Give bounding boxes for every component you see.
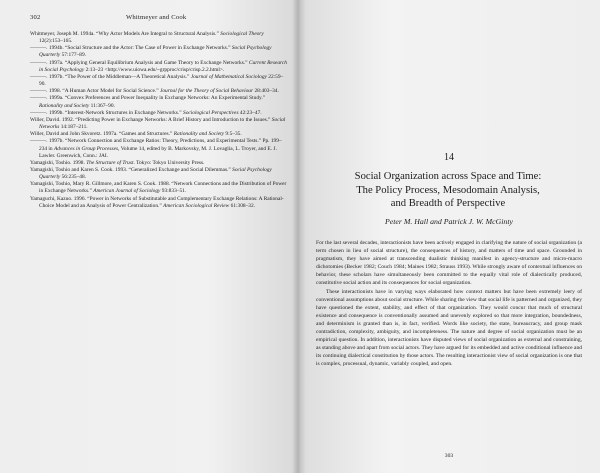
reference-entry xyxy=(30,95,288,109)
reference-text: ———. 1999b. “Interest-Network Structures in Exchange Networks.” xyxy=(30,109,183,116)
running-head-authors: Whitmeyer and Cook xyxy=(126,14,187,21)
reference-text: Yamagishi, Toshio. 1998. xyxy=(30,159,87,166)
reference-list xyxy=(30,31,288,210)
reference-source: Sociological Perspectives xyxy=(183,109,239,116)
reference-entry xyxy=(30,60,288,74)
reference-source: The Structure of Trust xyxy=(86,159,134,166)
reference-entry xyxy=(30,74,288,88)
reference-details: 14:187–211. xyxy=(59,124,88,131)
reference-text: ———. 1994b. “Social Structure and the Actor: The Case of Power in Exchange Networks.” xyxy=(30,45,232,52)
reference-details: . Tokyo: Tokyo University Press. xyxy=(133,159,205,166)
reference-text: Willer, David and John Skvoretz. 1997a. “Games and Structures.” xyxy=(30,131,174,138)
reference-text: ———. 1997a. “Applying General Equilibrium Analysis and Game Theory to Exchange Networks.” xyxy=(30,59,249,66)
reference-text: ———. 1999a. “Convex Preferences and Power Inequality in Exchange Networks: An Experimental Study.” xyxy=(30,95,266,102)
reference-details: , Volume 14, edited by B. Markovsky, M. J. Lovaglia, L. Troyer, and E. J. Lawler. Greenwich, Conn.: JAI. xyxy=(39,145,277,159)
body-paragraph: For the last several decades, interactionists have been actively engaged in clarifying the nature of social organization (a term chosen in lieu of social structure), the consequences of history, and matters of time and space. Grounded in pragmatism, they have aimed at transcending dualistic thinking manifest in agency-structure and micro-macro dichotomies (Becker 1982; Couch 1984; Maines 1982; Strauss 1993). While strongly aware of contextual influences on behavior, these scholars have simultaneously been committed to the equally vital role of dialectically produced, constitutive social action and its consequences for social organization. xyxy=(316,240,582,286)
right-page xyxy=(298,0,600,473)
reference-source: American Sociological Review xyxy=(163,202,230,209)
reference-source: Social Psychology Quarterly xyxy=(39,166,272,181)
reference-entry xyxy=(30,181,288,195)
reference-details: 2:13–23 <http://www.uiowa.edu/~grpproc/crisp/crisp.2.2.html>. xyxy=(84,66,225,73)
reference-details: 42:23–47. xyxy=(238,109,262,116)
chapter-number: 14 xyxy=(444,152,454,163)
reference-details: 28:403–34. xyxy=(253,88,279,95)
reference-text: Willer, David. 1992. “Predicting Power in Exchange Networks: A Brief History and Introduction to the Issues.” xyxy=(30,116,272,123)
reference-details: 22:59–90. xyxy=(39,73,284,88)
reference-source: Rationality and Society xyxy=(39,102,90,109)
reference-source: Social Psychology Quarterly xyxy=(39,45,272,59)
reference-source: Social Networks xyxy=(39,116,286,131)
chapter-title-line: and Breadth of Perspective xyxy=(390,198,506,210)
reference-details: 9:5–35. xyxy=(224,131,242,138)
reference-entry xyxy=(30,167,288,181)
reference-details: 61:308–32. xyxy=(229,202,256,209)
reference-entry xyxy=(30,196,288,210)
left-page xyxy=(0,0,298,473)
reference-source: Journal for the Theory of Social Behaviour xyxy=(159,88,254,95)
reference-text: Whitmeyer, Joseph M. 1994a. “Why Actor Models Are Integral to Structural Analysis.” xyxy=(30,31,221,37)
chapter-title xyxy=(312,170,584,211)
folio-page-number: 303 xyxy=(444,453,454,459)
body-text xyxy=(316,240,582,369)
reference-details: 56:235–48. xyxy=(60,174,87,181)
reference-source: American Journal of Sociology xyxy=(93,188,161,195)
reference-source: Journal of Mathematical Sociology xyxy=(190,73,267,80)
reference-details: 93:833–51. xyxy=(160,188,187,195)
reference-text: Yamaguchi, Kazuo. 1996. “Power in Networks of Substitutable and Complementary Exchange Relations: A Rational-Choice Model and an Analysis of Power Centralization.” xyxy=(30,195,284,209)
reference-source: Advances in Group Processes xyxy=(53,145,119,152)
reference-entry xyxy=(30,117,288,131)
reference-text: Yamagishi, Toshio and Karen S. Cook. 1993. “Generalized Exchange and Social Dilemmas.” xyxy=(30,166,233,173)
chapter-title-line: The Policy Process, Mesodomain Analysis, xyxy=(356,184,540,196)
reference-entry xyxy=(30,45,288,59)
page-number: 302 xyxy=(30,14,41,21)
reference-entry xyxy=(30,110,288,117)
reference-text: ———. 1997b. “Network Connection and Exchange Ratios: Theory, Predictions, and Experimental Tests.” Pp. 199–234 in xyxy=(30,138,282,152)
reference-text: Yamagishi, Toshio, Mary R. Gillmore, and Karen S. Cook. 1988. “Network Connections and the Distribution of Power in Exchange Networks.” xyxy=(30,181,287,195)
reference-text: ———. 1998. “A Human Actor Model for Social Science.” xyxy=(30,88,160,95)
reference-entry xyxy=(30,160,288,167)
body-paragraph: These interactionists have in varying ways elaborated how context matters but have been extremely leery of conventional assumptions about social structure. While sharing the view that social life is patterned and organized, they have questioned the extent, stability, and effect of that organization. They would concur that much of structural existence and consequence is conventionally assumed and unevenly explored so that more integration, boundedness, and determinism is granted than is, in fact, verified. Words like society, the state, bureaucracy, and group mask contradiction, complexity, ambiguity, and incompleteness. The nature and degree of social organization must be an empirical question. In addition, interactionists have disputed views of social organization as external and constraining, as standing above and apart from social actors. They have argued for its embedded and active conditional influence and its continuing dialectical constitution by those actors. The resulting interactionist view of social organization is one that is complex, processual, dynamic, variably coupled, and open. xyxy=(316,289,582,367)
reference-entry xyxy=(30,138,288,159)
chapter-authors: Peter M. Hall and Patrick J. W. McGinty xyxy=(385,217,513,226)
reference-source: Sociological Theory xyxy=(220,31,264,37)
reference-source: Current Research in Social Psychology xyxy=(39,59,287,73)
reference-details: 11:367–90. xyxy=(89,102,115,109)
reference-details: 12(2):153–165. xyxy=(39,38,73,45)
reference-source: Rationality and Society xyxy=(173,131,225,138)
reference-entry xyxy=(30,31,288,45)
reference-details: 57:177–89. xyxy=(60,52,87,59)
chapter-title-line: Social Organization across Space and Time: xyxy=(354,171,542,182)
reference-text: ———. 1997b. “The Power of the Middleman—A Theoretical Analysis.” xyxy=(30,73,191,80)
